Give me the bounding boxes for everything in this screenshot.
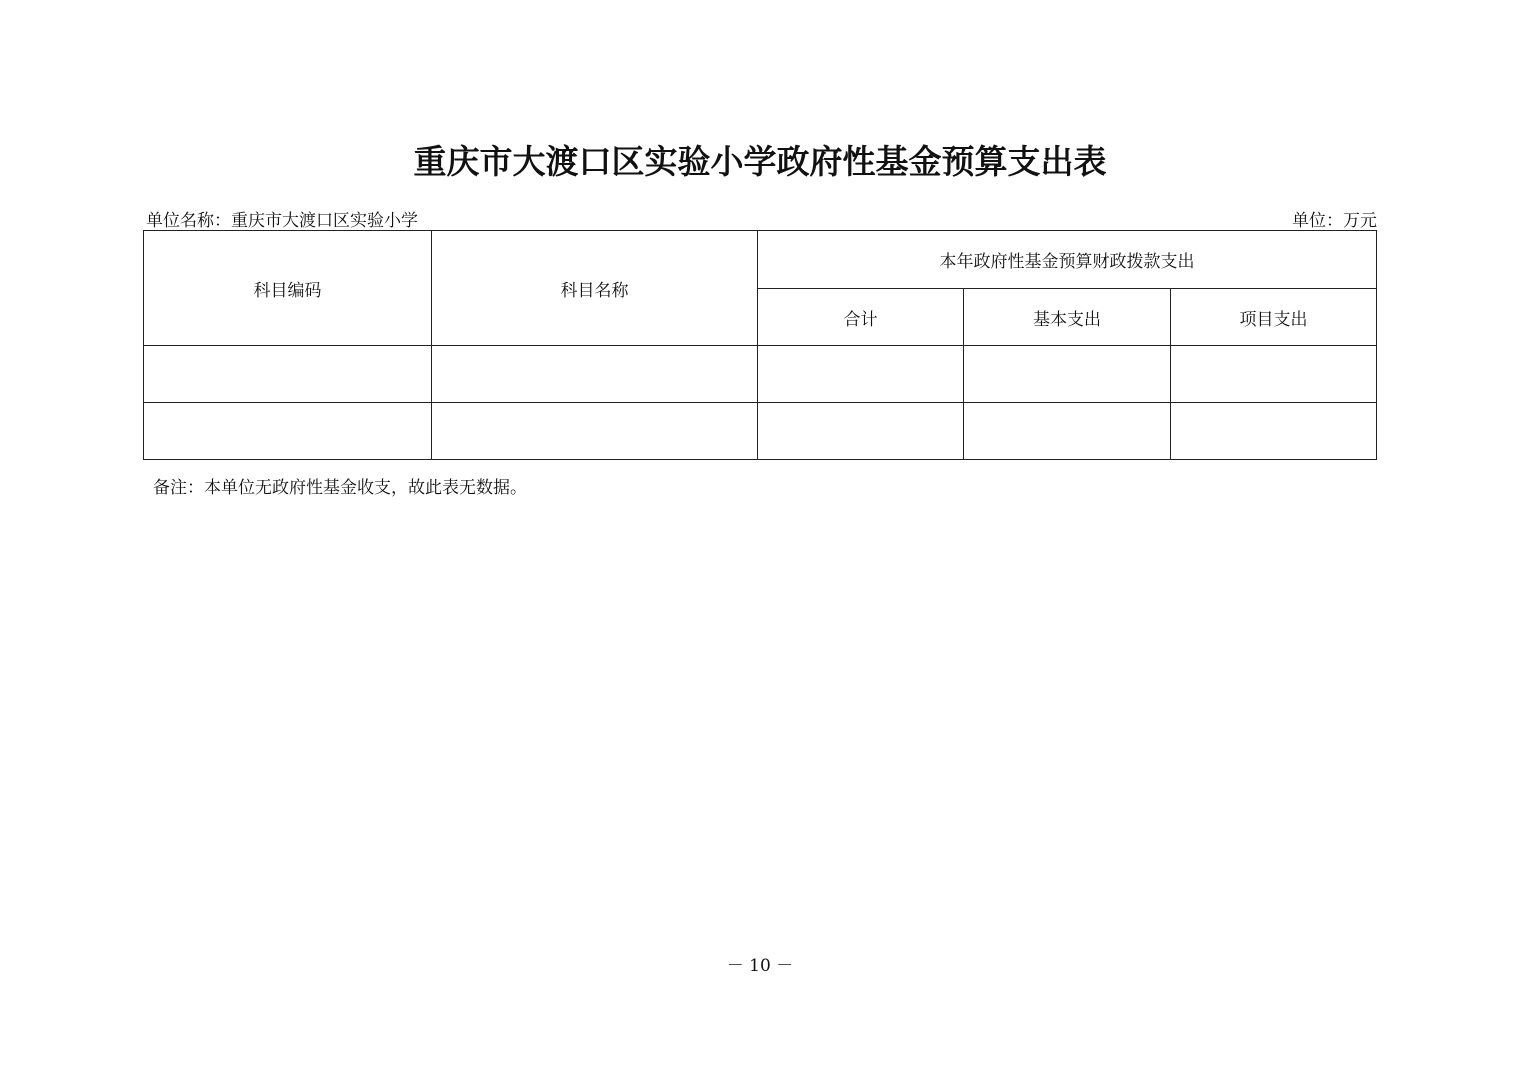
header-project-expenditure: 项目支出	[1171, 289, 1377, 346]
table-cell	[432, 403, 758, 460]
table-row	[144, 346, 1377, 403]
remark-note: 备注：本单位无政府性基金收支，故此表无数据。	[153, 478, 527, 498]
table-cell	[144, 346, 432, 403]
table-cell	[144, 403, 432, 460]
unit-name-label: 单位名称：重庆市大渡口区实验小学	[146, 211, 418, 231]
header-expenditure-group: 本年政府性基金预算财政拨款支出	[758, 231, 1377, 289]
table-cell	[432, 346, 758, 403]
table-cell	[1171, 346, 1377, 403]
header-total: 合计	[758, 289, 964, 346]
page-title: 重庆市大渡口区实验小学政府性基金预算支出表	[413, 142, 1107, 181]
table-cell	[964, 346, 1171, 403]
header-subject-code: 科目编码	[144, 231, 432, 346]
budget-table	[143, 230, 1377, 460]
table-cell	[964, 403, 1171, 460]
table-cell	[758, 346, 964, 403]
table-cell	[1171, 403, 1377, 460]
page-number: － 10 －	[726, 956, 794, 976]
unit-label: 单位：万元	[1292, 211, 1377, 231]
header-subject-name: 科目名称	[432, 231, 758, 346]
table-row	[144, 403, 1377, 460]
table-header-row	[144, 231, 1377, 289]
header-basic-expenditure: 基本支出	[964, 289, 1171, 346]
table-cell	[758, 403, 964, 460]
